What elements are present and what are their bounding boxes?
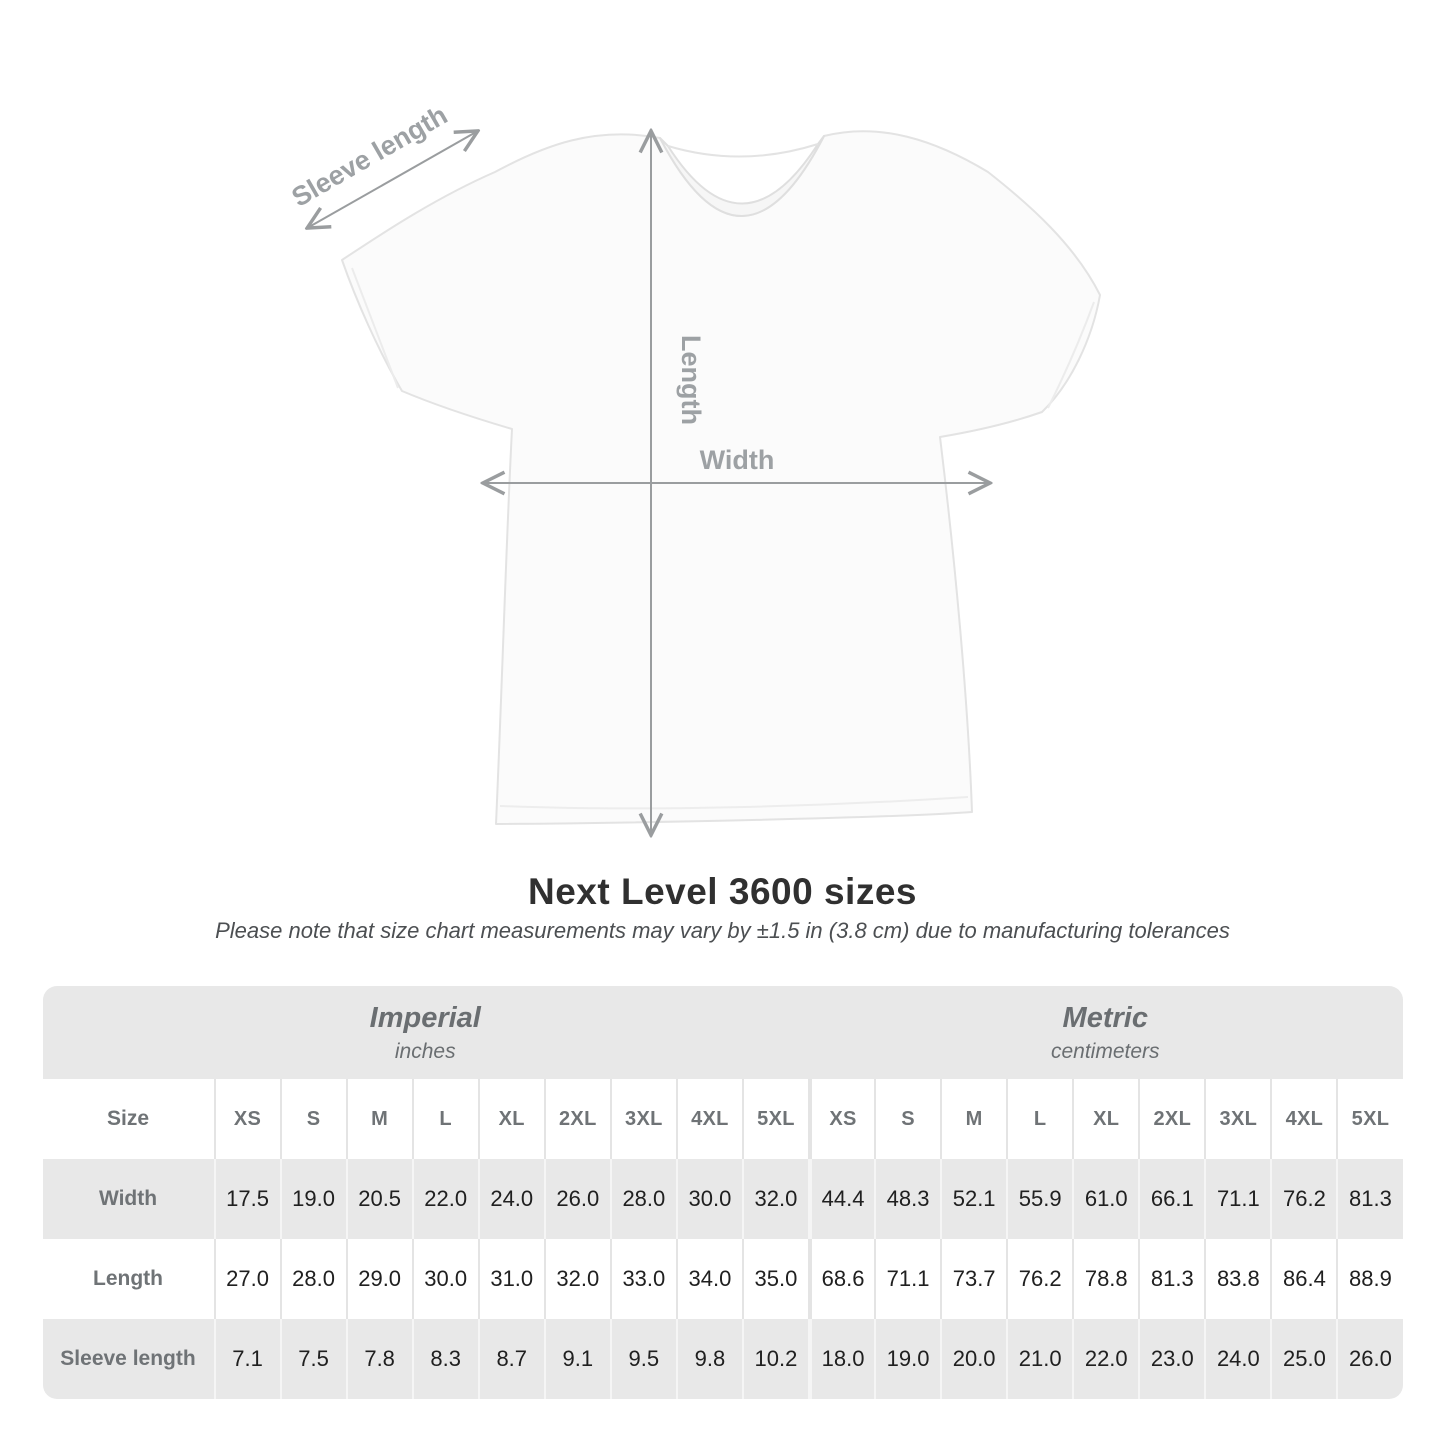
table-cell: 55.9 [1006,1159,1072,1239]
col-header: 5XL [742,1079,808,1159]
col-header: XL [1072,1079,1138,1159]
size-table [43,986,1403,1399]
col-header: L [412,1079,478,1159]
table-cell: 81.3 [1336,1159,1402,1239]
table-cell: 88.9 [1336,1239,1402,1319]
table-cell: 28.0 [280,1239,346,1319]
col-header: M [346,1079,412,1159]
table-cell: 27.0 [214,1239,280,1319]
table-cell: 21.0 [1006,1319,1072,1399]
table-cell: 26.0 [544,1159,610,1239]
table-cell: 71.1 [1204,1159,1270,1239]
width-label: Width [699,445,775,475]
table-cell: 22.0 [412,1159,478,1239]
col-header: 2XL [544,1079,610,1159]
table-cell: 73.7 [940,1239,1006,1319]
table-cell: 20.5 [346,1159,412,1239]
table-cell: 9.5 [610,1319,676,1399]
col-header: XS [214,1079,280,1159]
col-header: M [940,1079,1006,1159]
table-cell: 8.7 [478,1319,544,1399]
col-header: 4XL [1270,1079,1336,1159]
col-header: 2XL [1138,1079,1204,1159]
table-cell: 22.0 [1072,1319,1138,1399]
table-cell: 66.1 [1138,1159,1204,1239]
table-cell: 19.0 [874,1319,940,1399]
col-header: 3XL [1204,1079,1270,1159]
table-cell: 35.0 [742,1239,808,1319]
col-header: 4XL [676,1079,742,1159]
table-cell: 44.4 [808,1159,874,1239]
table-cell: 76.2 [1006,1239,1072,1319]
imperial-unit: inches [394,1039,456,1063]
size-corner-header: Size [106,1107,150,1130]
sleeve-length-label: Sleeve length [286,99,453,213]
table-cell: 30.0 [676,1159,742,1239]
table-cell: 68.6 [808,1239,874,1319]
tshirt-back-collar-seam [668,144,818,157]
table-cell: 7.8 [346,1319,412,1399]
table-cell: 33.0 [610,1239,676,1319]
row-label-sleeve-length: Sleeve length [43,1319,214,1399]
table-cell: 81.3 [1138,1239,1204,1319]
metric-unit: centimeters [1050,1039,1160,1063]
table-cell: 19.0 [280,1159,346,1239]
table-cell: 48.3 [874,1159,940,1239]
metric-section-header [808,986,1403,1079]
table-cell: 17.5 [214,1159,280,1239]
metric-label: Metric [1062,1001,1148,1034]
table-cell: 52.1 [940,1159,1006,1239]
table-cell: 7.1 [214,1319,280,1399]
length-label: Length [676,335,706,425]
table-cell: 24.0 [1204,1319,1270,1399]
col-header: L [1006,1079,1072,1159]
col-header: 3XL [610,1079,676,1159]
imperial-section-header [43,986,809,1079]
table-cell: 25.0 [1270,1319,1336,1399]
table-cell: 76.2 [1270,1159,1336,1239]
table-cell: 78.8 [1072,1239,1138,1319]
table-cell: 86.4 [1270,1239,1336,1319]
table-cell: 23.0 [1138,1319,1204,1399]
table-cell: 29.0 [346,1239,412,1319]
table-cell: 32.0 [742,1159,808,1239]
table-cell: 32.0 [544,1239,610,1319]
tshirt-silhouette [342,131,1100,824]
table-cell: 83.8 [1204,1239,1270,1319]
table-cell: 8.3 [412,1319,478,1399]
tolerance-note: Please note that size chart measurements may vary by ±1.5 in (3.8 cm) due to manufacturing tolerances [215,918,1230,943]
table-cell: 71.1 [874,1239,940,1319]
table-cell: 10.2 [742,1319,808,1399]
table-cell: 18.0 [808,1319,874,1399]
col-header: XL [478,1079,544,1159]
col-header: 5XL [1336,1079,1402,1159]
table-cell: 34.0 [676,1239,742,1319]
table-cell: 9.1 [544,1319,610,1399]
table-cell: 61.0 [1072,1159,1138,1239]
col-header: S [874,1079,940,1159]
col-header: XS [808,1079,874,1159]
heading-block [0,870,1445,946]
table-cell: 28.0 [610,1159,676,1239]
table-cell: 9.8 [676,1319,742,1399]
table-cell: 31.0 [478,1239,544,1319]
table-cell: 24.0 [478,1159,544,1239]
row-label-length: Length [93,1267,163,1290]
col-header: S [280,1079,346,1159]
table-cell: 20.0 [940,1319,1006,1399]
table-cell: 30.0 [412,1239,478,1319]
table-cell: 7.5 [280,1319,346,1399]
page-title: Next Level 3600 sizes [528,871,917,912]
imperial-label: Imperial [369,1001,481,1034]
row-label-width: Width [43,1159,214,1239]
table-cell: 26.0 [1336,1319,1402,1399]
